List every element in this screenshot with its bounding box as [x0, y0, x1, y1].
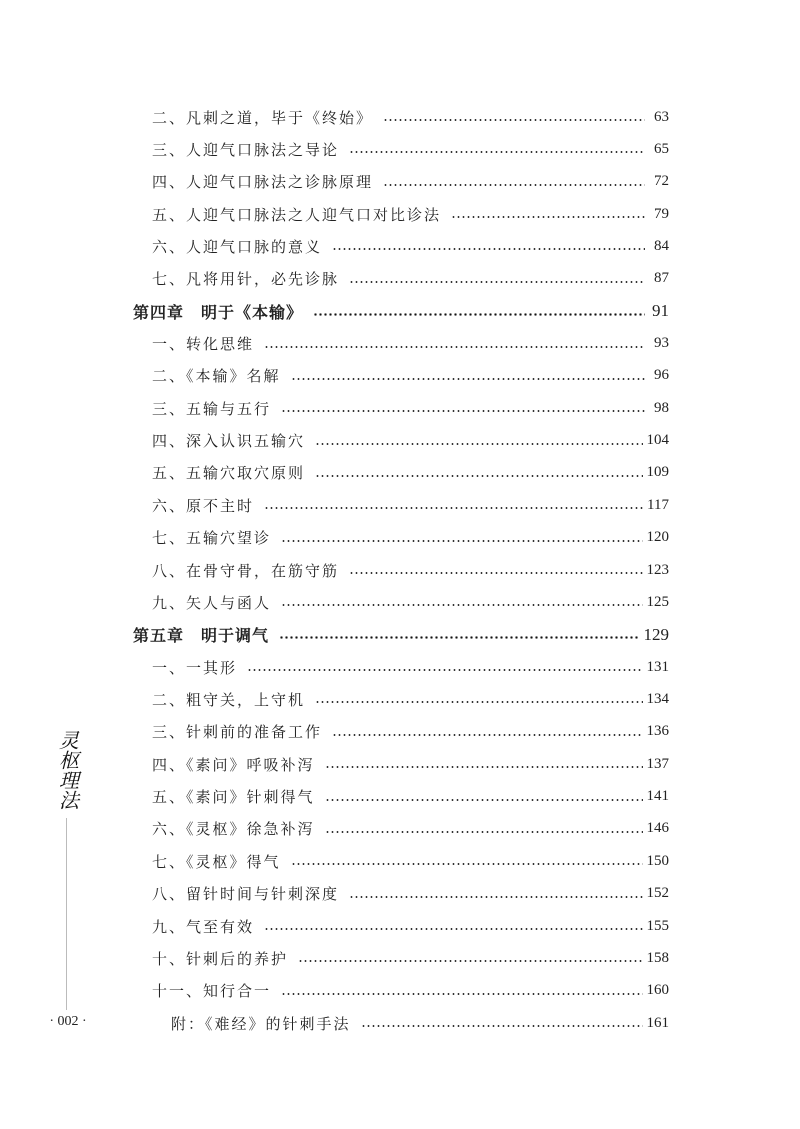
entry-page-number: 91	[652, 301, 669, 321]
toc-section-entry[interactable]	[152, 266, 669, 292]
entry-page-number: 96	[654, 367, 669, 384]
dot-leader	[264, 346, 645, 348]
dot-leader	[281, 993, 642, 995]
toc-section-entry[interactable]	[152, 492, 669, 518]
dot-leader	[291, 863, 643, 865]
toc-section-entry[interactable]	[152, 557, 669, 583]
entry-title: 二、凡刺之道，毕于《终始》	[152, 108, 374, 127]
dot-leader	[298, 960, 642, 962]
running-title-calligraphy	[52, 730, 82, 813]
entry-title: 第四章 明于《本输》	[133, 302, 304, 322]
toc-chapter-entry[interactable]	[133, 298, 669, 324]
dot-leader	[349, 896, 642, 898]
toc-chapter-entry[interactable]	[133, 622, 669, 648]
toc-section-entry[interactable]	[152, 816, 669, 842]
entry-page-number: 141	[646, 788, 669, 805]
entry-title: 六、原不主时	[152, 496, 255, 515]
dot-leader	[264, 507, 643, 509]
toc-section-entry[interactable]	[152, 784, 669, 810]
entry-page-number: 123	[646, 561, 669, 578]
entry-title: 九、气至有效	[152, 917, 255, 936]
entry-title: 六、人迎气口脉的意义	[152, 237, 323, 256]
toc-section-entry[interactable]	[152, 428, 669, 454]
dot-leader	[383, 119, 645, 121]
entry-title: 三、针刺前的准备工作	[152, 723, 323, 742]
entry-title: 四、深入认识五输穴	[152, 432, 306, 451]
entry-page-number: 146	[646, 820, 669, 837]
dot-leader	[279, 636, 639, 639]
entry-page-number: 65	[654, 140, 669, 157]
entry-page-number: 117	[647, 496, 669, 513]
toc-appendix-entry[interactable]	[171, 1010, 669, 1036]
dot-leader	[281, 604, 642, 606]
entry-page-number: 137	[646, 755, 669, 772]
entry-title: 二、《本输》名解	[152, 367, 281, 386]
toc-section-entry[interactable]	[152, 104, 669, 130]
entry-title: 四、人迎气口脉法之诊脉原理	[152, 173, 374, 192]
entry-title: 十、针刺后的养护	[152, 949, 289, 968]
entry-title: 三、人迎气口脉法之导论	[152, 140, 340, 159]
entry-page-number: 84	[654, 237, 669, 254]
entry-title: 二、粗守关，上守机	[152, 690, 306, 709]
entry-page-number: 129	[643, 624, 669, 644]
entry-page-number: 87	[654, 270, 669, 287]
entry-page-number: 160	[646, 982, 669, 999]
toc-section-entry[interactable]	[152, 331, 669, 357]
entry-page-number: 93	[654, 335, 669, 352]
entry-title: 附：《难经》的针刺手法	[171, 1014, 351, 1033]
toc-section-entry[interactable]	[152, 686, 669, 712]
entry-page-number: 152	[646, 885, 669, 902]
entry-title: 九、矢人与函人	[152, 593, 272, 612]
dot-leader	[325, 799, 643, 801]
dot-leader	[315, 701, 642, 703]
entry-page-number: 161	[646, 1014, 669, 1031]
entry-title: 七、五输穴望诊	[152, 529, 272, 548]
toc-section-entry[interactable]	[152, 460, 669, 486]
dot-leader	[315, 443, 642, 445]
entry-title: 三、五输与五行	[152, 399, 272, 418]
entry-page-number: 155	[646, 917, 669, 934]
toc-section-entry[interactable]	[152, 136, 669, 162]
toc-section-entry[interactable]	[152, 913, 669, 939]
entry-page-number: 72	[654, 173, 669, 190]
entry-page-number: 120	[646, 529, 669, 546]
dot-leader	[264, 928, 642, 930]
dot-leader	[332, 248, 645, 250]
toc-section-entry[interactable]	[152, 169, 669, 195]
entry-page-number: 104	[646, 432, 669, 449]
toc-section-entry[interactable]	[152, 233, 669, 259]
dot-leader	[349, 281, 645, 283]
entry-title: 七、凡将用针，必先诊脉	[152, 270, 340, 289]
toc-section-entry[interactable]	[152, 201, 669, 227]
entry-page-number: 136	[646, 723, 669, 740]
entry-title: 五、人迎气口脉法之人迎气口对比诊法	[152, 205, 442, 224]
dot-leader	[349, 572, 642, 574]
running-title: 灵枢理法	[55, 730, 80, 810]
entry-page-number: 150	[646, 852, 669, 869]
margin-divider-line	[66, 818, 67, 1010]
entry-title: 十一、知行合一	[152, 982, 272, 1001]
dot-leader	[349, 151, 645, 153]
entry-page-number: 131	[646, 658, 669, 675]
dot-leader	[313, 313, 645, 316]
entry-page-number: 134	[646, 690, 669, 707]
dot-leader	[247, 669, 642, 671]
dot-leader	[315, 475, 642, 477]
toc-section-entry[interactable]	[152, 654, 669, 680]
dot-leader	[325, 766, 643, 768]
entry-page-number: 98	[654, 399, 669, 416]
entry-title: 第五章 明于调气	[133, 626, 270, 646]
dot-leader	[451, 216, 645, 218]
toc-section-entry[interactable]	[152, 945, 669, 971]
dot-leader	[281, 540, 642, 542]
toc-section-entry[interactable]	[152, 848, 669, 874]
entry-page-number: 158	[646, 949, 669, 966]
entry-page-number: 125	[646, 593, 669, 610]
dot-leader	[281, 410, 645, 412]
toc-section-entry[interactable]	[152, 751, 669, 777]
entry-title: 四、《素问》呼吸补泻	[152, 755, 315, 774]
toc-section-entry[interactable]	[152, 589, 669, 615]
dot-leader	[291, 378, 645, 380]
dot-leader	[325, 831, 643, 833]
entry-page-number: 109	[646, 464, 669, 481]
toc-section-entry[interactable]	[152, 363, 669, 389]
entry-title: 五、五输穴取穴原则	[152, 464, 306, 483]
entry-page-number: 63	[654, 108, 669, 125]
dot-leader	[332, 734, 642, 736]
toc-section-entry[interactable]	[152, 525, 669, 551]
entry-title: 一、转化思维	[152, 335, 255, 354]
page-number: · 002 ·	[49, 1014, 87, 1029]
entry-title: 五、《素问》针刺得气	[152, 788, 315, 807]
dot-leader	[361, 1025, 643, 1027]
toc-section-entry[interactable]	[152, 881, 669, 907]
entry-title: 一、一其形	[152, 658, 238, 677]
entry-title: 八、在骨守骨，在筋守筋	[152, 561, 340, 580]
entry-title: 六、《灵枢》徐急补泻	[152, 820, 315, 839]
dot-leader	[383, 184, 645, 186]
entry-title: 八、留针时间与针刺深度	[152, 885, 340, 904]
entry-page-number: 79	[654, 205, 669, 222]
entry-title: 七、《灵枢》得气	[152, 852, 281, 871]
toc-section-entry[interactable]	[152, 719, 669, 745]
toc-section-entry[interactable]	[152, 395, 669, 421]
toc-section-entry[interactable]	[152, 978, 669, 1004]
